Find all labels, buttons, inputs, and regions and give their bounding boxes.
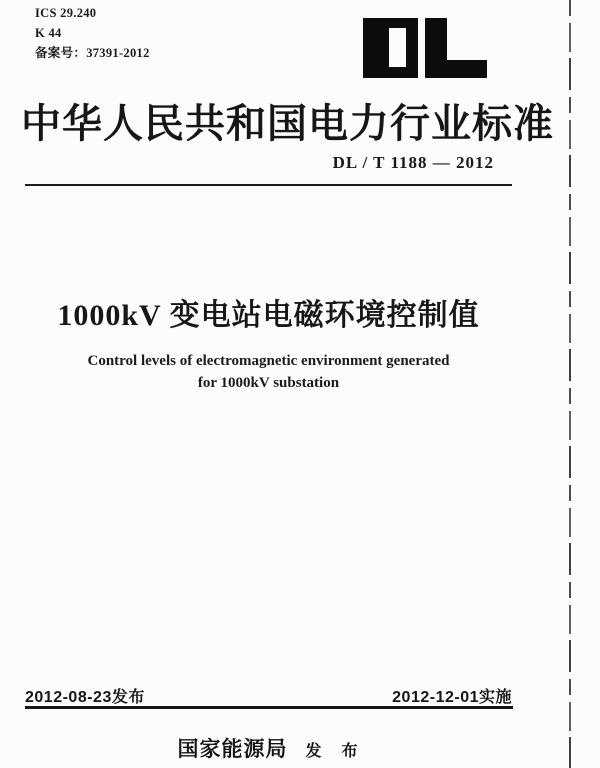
document-title-english-line1: Control levels of electromagnetic environment generated [87,353,450,369]
document-title-english-line2: for 1000kV substation [197,375,340,391]
dl-logo-letter-d [363,18,418,78]
standard-body-title: 中华人民共和国电力行业标准 [21,101,554,146]
issue-date: 2012-08-23发布 [25,689,145,706]
document-title-chinese: 1000kV 变电站电磁环境控制值 [57,299,480,332]
record-number: 备案号：37391-2012 [35,46,150,60]
category-code: K 44 [35,26,62,40]
page-edge-scan-artifact [569,0,571,768]
header-divider [25,184,512,186]
dl-logo-letter-l-foot [425,60,487,78]
registration-block [35,3,150,63]
implement-date: 2012-12-01实施 [392,689,512,706]
document-title-english [25,350,512,394]
dates-row [25,684,512,707]
ics-code: ICS 29.240 [35,6,97,20]
publisher-row [25,733,512,763]
dl-logo [363,18,488,78]
standard-number: DL / T 1188 — 2012 [332,153,494,172]
dl-logo-letter-d-counter [389,28,406,67]
publish-label: 发 布 [305,743,360,760]
footer-divider [25,706,513,709]
publisher-name: 国家能源局 [177,737,288,761]
